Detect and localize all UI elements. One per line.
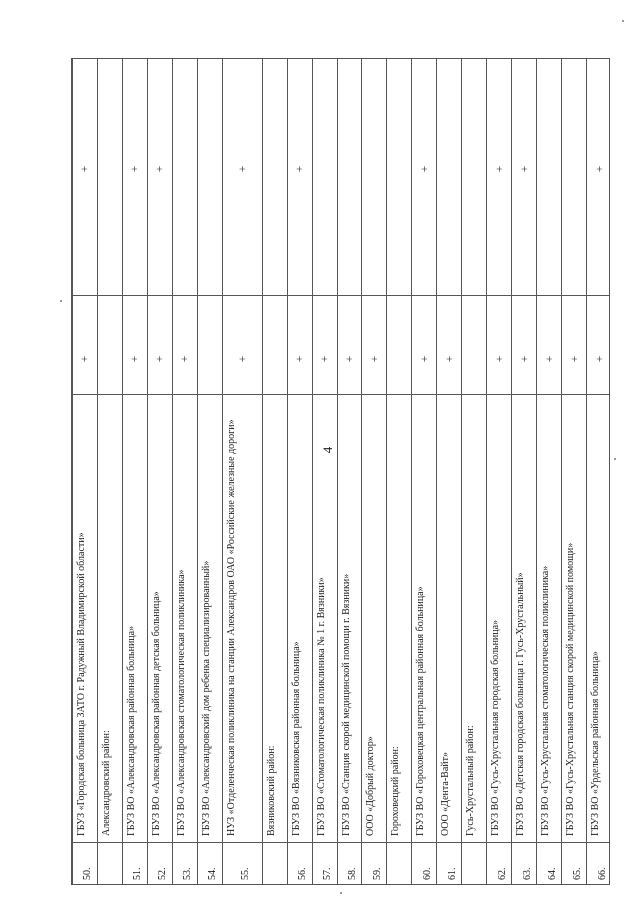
row-number: 63.	[521, 867, 533, 880]
mark-col-1: +	[366, 355, 381, 363]
column-divider	[72, 842, 609, 843]
row-number: 64.	[546, 867, 558, 880]
row-number: 53.	[181, 867, 193, 880]
column-divider	[72, 295, 609, 296]
row-number: 52.	[156, 867, 168, 880]
facility-name: Гороховецкий район:	[390, 746, 402, 836]
mark-col-1: +	[516, 355, 531, 363]
mark-col-2: +	[491, 165, 506, 173]
facility-name: НУЗ «Отделенческая поликлиника на станции Александров ОАО «Российские железные дороги»	[225, 419, 237, 836]
mark-col-2: +	[292, 165, 307, 173]
mark-col-1: +	[541, 355, 556, 363]
facility-name: ГБУЗ ВО «Гусь-Хрустальная городская больница»	[490, 619, 502, 836]
row-number: 61.	[446, 867, 458, 880]
row-number	[467, 857, 487, 880]
facility-name: ГБУЗ ВО «Александровская районная детская больница»	[150, 591, 162, 836]
scan-speck	[60, 300, 62, 302]
row-divider	[436, 59, 437, 884]
row-divider	[386, 59, 387, 884]
mark-col-1: +	[317, 355, 332, 363]
row-divider	[561, 59, 562, 884]
row-divider	[147, 59, 148, 884]
row-divider	[312, 59, 313, 884]
facility-name: ГБУЗ ВО «Вязниковская районная больница»	[290, 641, 302, 836]
row-divider	[461, 59, 462, 884]
mark-col-1: +	[416, 355, 431, 363]
mark-col-1: +	[491, 355, 506, 363]
row-number	[102, 857, 122, 880]
row-divider	[122, 59, 123, 884]
mark-col-2: +	[516, 165, 531, 173]
mark-col-1: +	[177, 355, 192, 363]
row-divider	[172, 59, 173, 884]
mark-col-1: +	[441, 355, 456, 363]
row-number: 59.	[371, 867, 383, 880]
row-number: 58.	[346, 867, 358, 880]
row-divider	[536, 59, 537, 884]
facility-name: ГБУЗ ВО «Александровский дом ребенка специализированный»	[200, 560, 212, 836]
facility-name: ГБУЗ ВО «Станция скорой медицинской помощи г. Вязники»	[340, 573, 352, 836]
facility-name: ГБУЗ ВО «Детская городская больница г. Гусь-Хрустальный»	[515, 572, 527, 836]
row-divider	[411, 59, 412, 884]
mark-col-1: +	[591, 355, 606, 363]
page-number: 4	[320, 446, 335, 454]
mark-col-1: +	[152, 355, 167, 363]
facility-name: Гусь-Хрустальный район:	[465, 725, 477, 836]
facility-name: ГБУЗ «Городская больница ЗАТО г. Радужный Владимирской области»	[76, 532, 87, 836]
facility-name: ООО «Добрый доктор»	[365, 736, 377, 836]
mark-col-1: +	[341, 355, 356, 363]
mark-col-2: +	[152, 165, 167, 173]
row-divider	[287, 59, 288, 884]
row-divider	[486, 59, 487, 884]
row-divider	[361, 59, 362, 884]
facility-name: ООО «Дента-Вайт»	[440, 752, 452, 836]
facility-name: ГБУЗ ВО «Стоматологическая поликлиника № 1 г. Вязники»	[315, 577, 327, 836]
row-number: 66.	[596, 867, 608, 880]
row-number: 60.	[421, 867, 433, 880]
mark-col-1: +	[127, 355, 142, 363]
row-divider	[586, 59, 587, 884]
mark-col-2: +	[127, 165, 142, 173]
scan-speck	[614, 458, 616, 460]
row-number: 65.	[571, 867, 583, 880]
row-divider	[337, 59, 338, 884]
row-divider	[97, 59, 98, 884]
facility-name: ГБУЗ ВО «Гусь-Хрустальная станция скорой медицинской помощи»	[565, 542, 577, 836]
mark-col-1: +	[77, 355, 92, 363]
row-number: 62.	[496, 867, 508, 880]
mark-col-1: +	[234, 355, 249, 363]
row-number: 50.	[81, 867, 93, 880]
row-number: 57.	[321, 867, 333, 880]
facility-name: ГБУЗ ВО «Урдельская районная больница»	[590, 651, 602, 836]
facility-name: Александровский район:	[100, 730, 112, 836]
scan-speck	[622, 20, 624, 22]
row-divider	[197, 59, 198, 884]
mark-col-2: +	[77, 165, 92, 173]
row-number	[392, 857, 412, 880]
facility-name: ГБУЗ ВО «Гусь-Хрустальная стоматологическая поликлиника»	[540, 565, 552, 836]
scan-speck	[340, 892, 342, 894]
row-divider	[222, 59, 223, 884]
row-number: 51.	[131, 867, 143, 880]
mark-col-1: +	[566, 355, 581, 363]
row-number: 55.	[239, 867, 251, 880]
row-number: 56.	[296, 867, 308, 880]
facility-name: ГБУЗ ВО «Гороховецкая центральная районная больница»	[415, 586, 427, 836]
facility-name: ГБУЗ ВО «Александровская районная больница»	[125, 625, 137, 836]
facility-name: ГБУЗ ВО «Александровская стоматологическая поликлиника»	[175, 569, 187, 836]
mark-col-1: +	[292, 355, 307, 363]
row-divider	[511, 59, 512, 884]
mark-col-2: +	[416, 165, 431, 173]
row-number: 54.	[206, 867, 218, 880]
row-divider	[262, 59, 263, 884]
facility-table	[71, 58, 610, 885]
mark-col-2: +	[591, 165, 606, 173]
facility-name: Вязниковский район:	[265, 745, 277, 836]
mark-col-2: +	[234, 165, 249, 173]
column-divider	[72, 394, 609, 395]
row-number	[267, 857, 287, 880]
